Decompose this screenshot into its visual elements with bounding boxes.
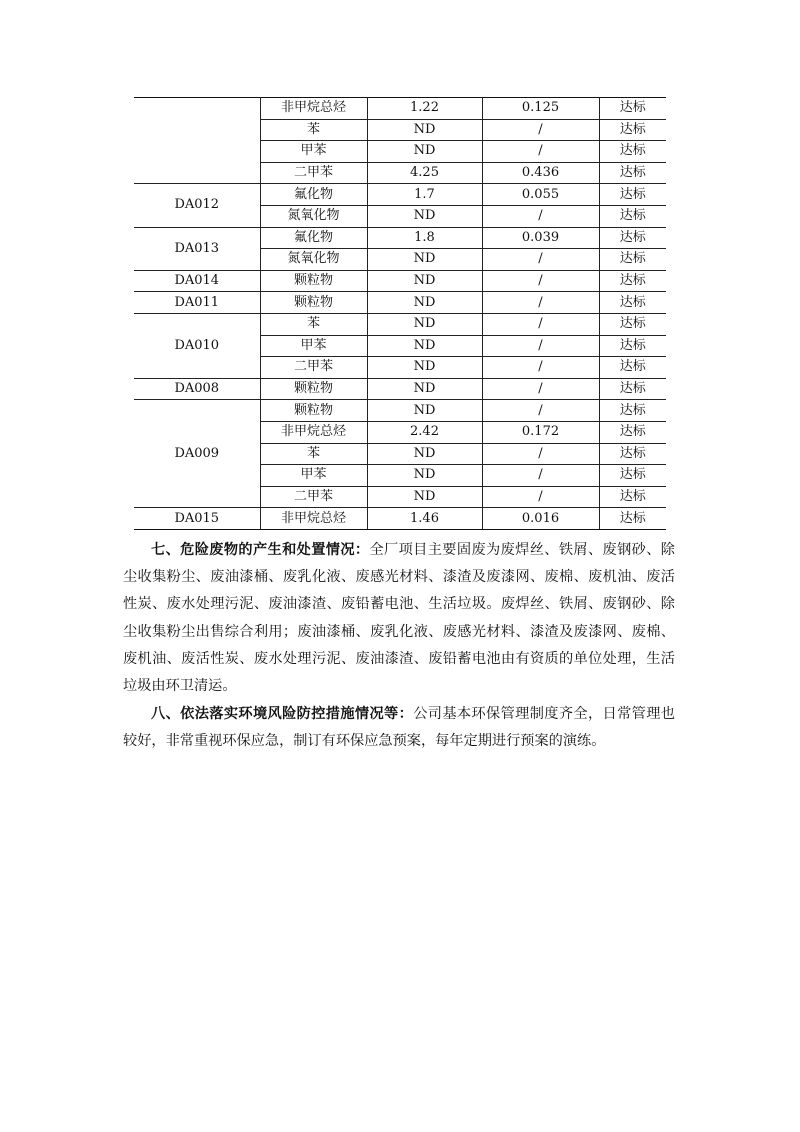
- rate-cell: /: [482, 335, 599, 357]
- table-row: [134, 313, 666, 335]
- section-8-paragraph: [123, 701, 675, 755]
- table-row: [134, 378, 666, 400]
- emission-monitoring-table: [134, 97, 666, 530]
- rate-cell: /: [482, 141, 599, 163]
- status-cell: 达标: [599, 249, 666, 271]
- status-cell: 达标: [599, 270, 666, 292]
- pollutant-cell: 非甲烷总烃: [260, 508, 367, 530]
- table-row: [134, 98, 666, 120]
- rate-cell: /: [482, 292, 599, 314]
- status-cell: 达标: [599, 357, 666, 379]
- pollutant-cell: 氟化物: [260, 227, 367, 249]
- concentration-cell: 1.8: [367, 227, 482, 249]
- status-cell: 达标: [599, 162, 666, 184]
- concentration-cell: ND: [367, 357, 482, 379]
- concentration-cell: ND: [367, 465, 482, 487]
- source-id-cell: DA011: [134, 292, 260, 314]
- rate-cell: /: [482, 378, 599, 400]
- status-cell: 达标: [599, 205, 666, 227]
- status-cell: 达标: [599, 141, 666, 163]
- pollutant-cell: 颗粒物: [260, 292, 367, 314]
- section-7-body: 全厂项目主要固废为废焊丝、铁屑、废钢砂、除尘收集粉尘、废油漆桶、废乳化液、废感光材料、漆渣及废漆网、废棉、废机油、废活性炭、废水处理污泥、废油漆渣、废铅蓄电池、生活垃圾。废焊丝、铁屑、废钢砂、除尘收集粉尘出售综合利用；废油漆桶、废乳化液、废感光材料、漆渣及废漆网、废棉、废机油、废活性炭、废水处理污泥、废油漆渣、废铅蓄电池由有资质的单位处理，生活垃圾由环卫清运。: [123, 542, 675, 695]
- concentration-cell: ND: [367, 486, 482, 508]
- concentration-cell: 1.22: [367, 98, 482, 120]
- table-row: [134, 292, 666, 314]
- rate-cell: 0.172: [482, 421, 599, 443]
- table-row: [134, 184, 666, 206]
- rate-cell: /: [482, 249, 599, 271]
- rate-cell: 0.039: [482, 227, 599, 249]
- concentration-cell: ND: [367, 400, 482, 422]
- rate-cell: /: [482, 400, 599, 422]
- pollutant-cell: 颗粒物: [260, 400, 367, 422]
- source-id-cell: DA009: [134, 400, 260, 508]
- pollutant-cell: 氟化物: [260, 184, 367, 206]
- rate-cell: /: [482, 313, 599, 335]
- concentration-cell: ND: [367, 119, 482, 141]
- rate-cell: 0.436: [482, 162, 599, 184]
- concentration-cell: 4.25: [367, 162, 482, 184]
- source-id-cell: DA013: [134, 227, 260, 270]
- status-cell: 达标: [599, 421, 666, 443]
- concentration-cell: ND: [367, 141, 482, 163]
- source-id-cell: DA012: [134, 184, 260, 227]
- status-cell: 达标: [599, 465, 666, 487]
- pollutant-cell: 甲苯: [260, 141, 367, 163]
- status-cell: 达标: [599, 227, 666, 249]
- pollutant-cell: 二甲苯: [260, 486, 367, 508]
- status-cell: 达标: [599, 184, 666, 206]
- status-cell: 达标: [599, 508, 666, 530]
- rate-cell: /: [482, 270, 599, 292]
- concentration-cell: ND: [367, 292, 482, 314]
- pollutant-cell: 甲苯: [260, 335, 367, 357]
- pollutant-cell: 二甲苯: [260, 357, 367, 379]
- rate-cell: 0.055: [482, 184, 599, 206]
- status-cell: 达标: [599, 335, 666, 357]
- status-cell: 达标: [599, 313, 666, 335]
- source-id-cell: DA010: [134, 313, 260, 378]
- table-row: [134, 270, 666, 292]
- rate-cell: 0.125: [482, 98, 599, 120]
- pollutant-cell: 苯: [260, 119, 367, 141]
- concentration-cell: ND: [367, 313, 482, 335]
- rate-cell: /: [482, 465, 599, 487]
- table-row: [134, 400, 666, 422]
- status-cell: 达标: [599, 378, 666, 400]
- concentration-cell: 1.7: [367, 184, 482, 206]
- source-id-cell: DA008: [134, 378, 260, 400]
- pollutant-cell: 非甲烷总烃: [260, 421, 367, 443]
- status-cell: 达标: [599, 98, 666, 120]
- rate-cell: /: [482, 119, 599, 141]
- pollutant-cell: 颗粒物: [260, 270, 367, 292]
- concentration-cell: ND: [367, 443, 482, 465]
- rate-cell: /: [482, 486, 599, 508]
- section-7-paragraph: [123, 537, 675, 700]
- status-cell: 达标: [599, 443, 666, 465]
- section-8-body: 公司基本环保管理制度齐全，日常管理也较好，非常重视环保应急，制订有环保应急预案，每年定期进行预案的演练。: [123, 706, 675, 750]
- pollutant-cell: 氮氧化物: [260, 249, 367, 271]
- pollutant-cell: 甲苯: [260, 465, 367, 487]
- source-id-cell: [134, 98, 260, 184]
- concentration-cell: 1.46: [367, 508, 482, 530]
- source-id-cell: DA014: [134, 270, 260, 292]
- concentration-cell: ND: [367, 249, 482, 271]
- table-row: [134, 227, 666, 249]
- rate-cell: /: [482, 205, 599, 227]
- rate-cell: /: [482, 443, 599, 465]
- status-cell: 达标: [599, 400, 666, 422]
- concentration-cell: ND: [367, 205, 482, 227]
- concentration-cell: ND: [367, 270, 482, 292]
- concentration-cell: 2.42: [367, 421, 482, 443]
- table-row: [134, 508, 666, 530]
- status-cell: 达标: [599, 486, 666, 508]
- source-id-cell: DA015: [134, 508, 260, 530]
- pollutant-cell: 颗粒物: [260, 378, 367, 400]
- table-body: [134, 98, 666, 530]
- rate-cell: /: [482, 357, 599, 379]
- pollutant-cell: 氮氧化物: [260, 205, 367, 227]
- pollutant-cell: 苯: [260, 443, 367, 465]
- pollutant-cell: 非甲烷总烃: [260, 98, 367, 120]
- status-cell: 达标: [599, 292, 666, 314]
- section-7-heading: 七、危险废物的产生和处置情况：: [151, 542, 370, 558]
- status-cell: 达标: [599, 119, 666, 141]
- rate-cell: 0.016: [482, 508, 599, 530]
- concentration-cell: ND: [367, 335, 482, 357]
- concentration-cell: ND: [367, 378, 482, 400]
- section-8-heading: 八、依法落实环境风险防控措施情况等：: [151, 706, 414, 722]
- pollutant-cell: 二甲苯: [260, 162, 367, 184]
- pollutant-cell: 苯: [260, 313, 367, 335]
